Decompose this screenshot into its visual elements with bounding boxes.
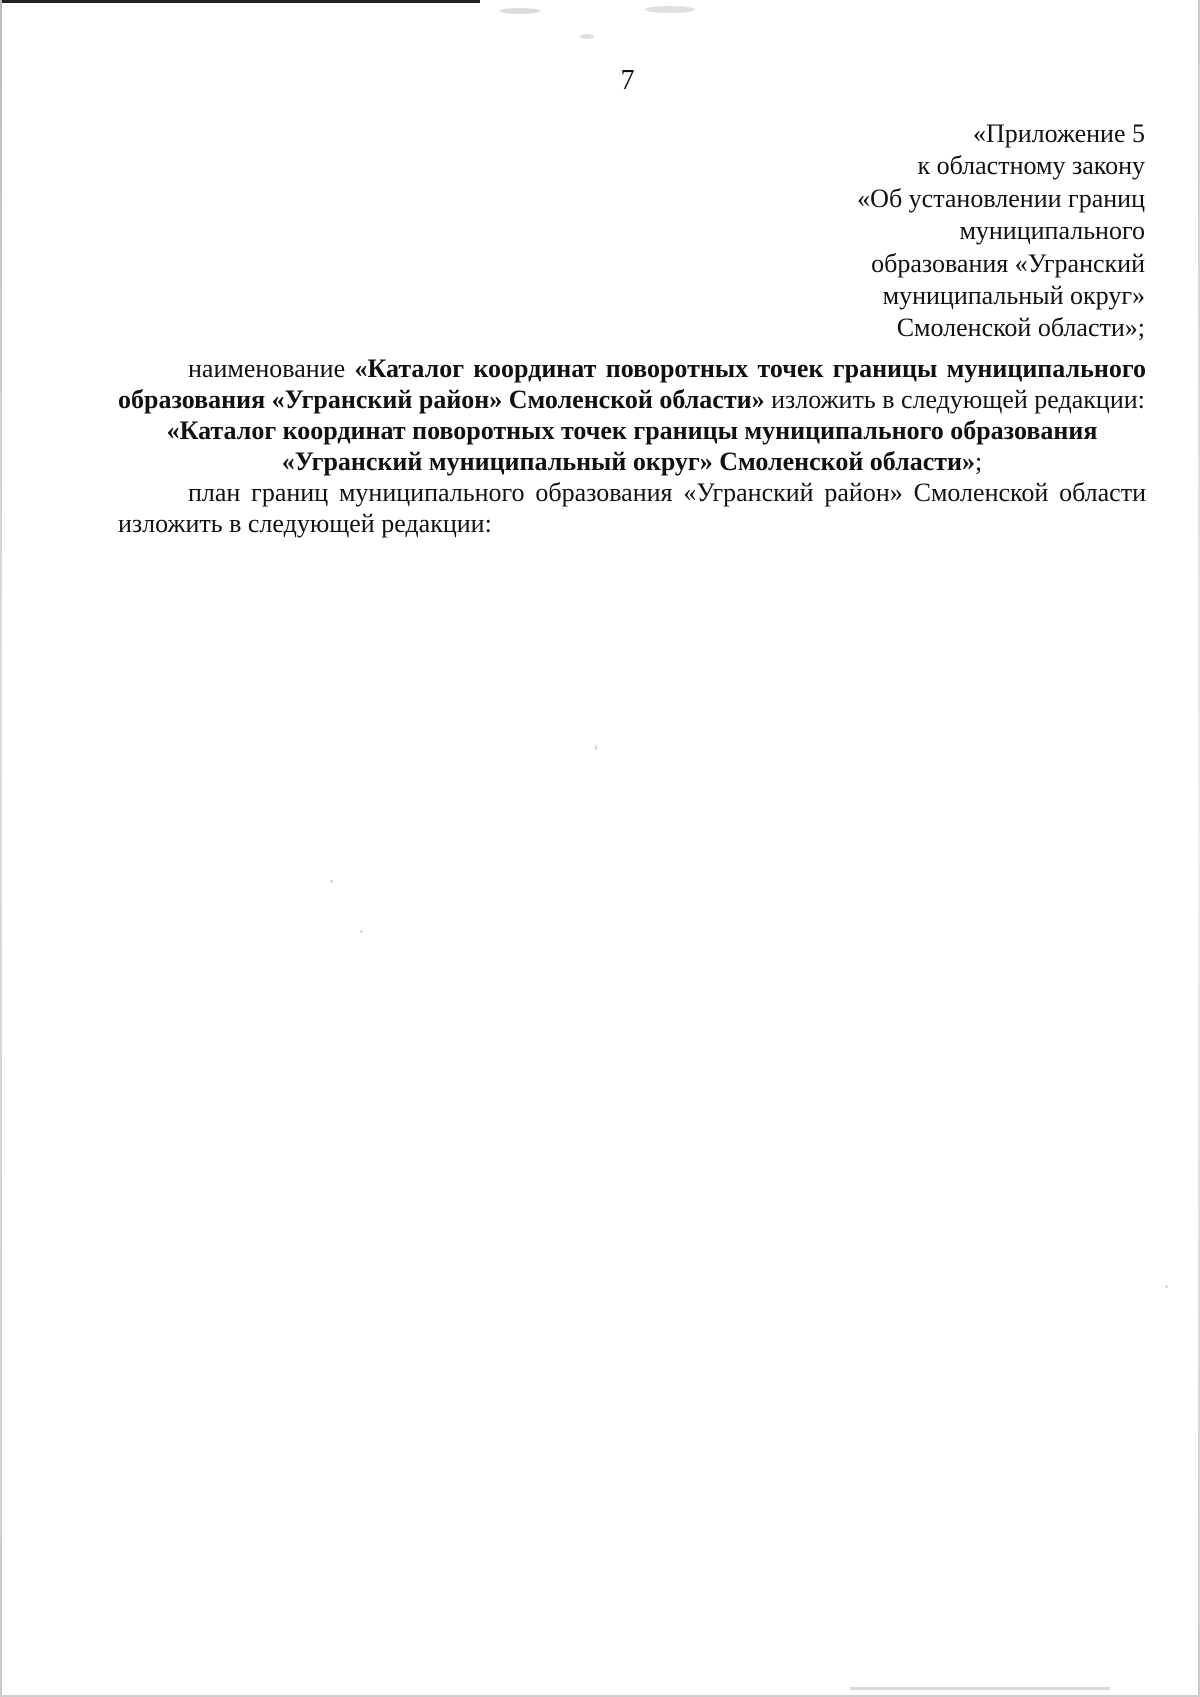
scan-speckle (360, 930, 363, 933)
scan-speckle (1165, 1285, 1168, 1288)
scan-speckle (580, 34, 594, 39)
rename-paragraph-intro: наименование (188, 354, 355, 383)
appendix-line: «Об установлении границ (857, 183, 1145, 213)
rename-paragraph (118, 353, 1146, 415)
document-body (118, 353, 1146, 539)
scan-border-left (0, 0, 2, 1697)
rename-paragraph-tail: изложить в следующей редакции: (764, 385, 1145, 414)
appendix-line: муниципальный округ» (882, 281, 1145, 311)
new-catalog-title-punct: ; (975, 447, 983, 476)
appendix-header (857, 118, 1145, 345)
new-catalog-title (118, 415, 1146, 477)
old-catalog-title: «Каталог координат поворотных точек границы муниципального образования «Угранский район» Смоленской области» (118, 354, 1146, 414)
plan-paragraph: план границ муниципального образования «Угранский район» Смоленской области изложить в следующей редакции: (118, 478, 1146, 538)
appendix-line: «Приложение 5 (972, 119, 1145, 148)
appendix-line: муниципального (959, 216, 1145, 246)
new-catalog-title-text: «Каталог координат поворотных точек границы муниципального образования «Угранский муниципальный округ» Смоленской области» (166, 416, 1098, 476)
scan-speckle (330, 880, 333, 883)
scan-speckle (850, 1687, 1110, 1690)
appendix-line: к областному закону (917, 151, 1145, 181)
appendix-line: образования «Угранский (871, 248, 1145, 278)
page-number: 7 (620, 65, 635, 96)
scan-speckle (595, 745, 597, 750)
appendix-line: Смоленской области»; (896, 313, 1145, 343)
scan-border-top (0, 0, 480, 3)
scan-speckle (645, 6, 695, 13)
scan-speckle (500, 8, 540, 14)
